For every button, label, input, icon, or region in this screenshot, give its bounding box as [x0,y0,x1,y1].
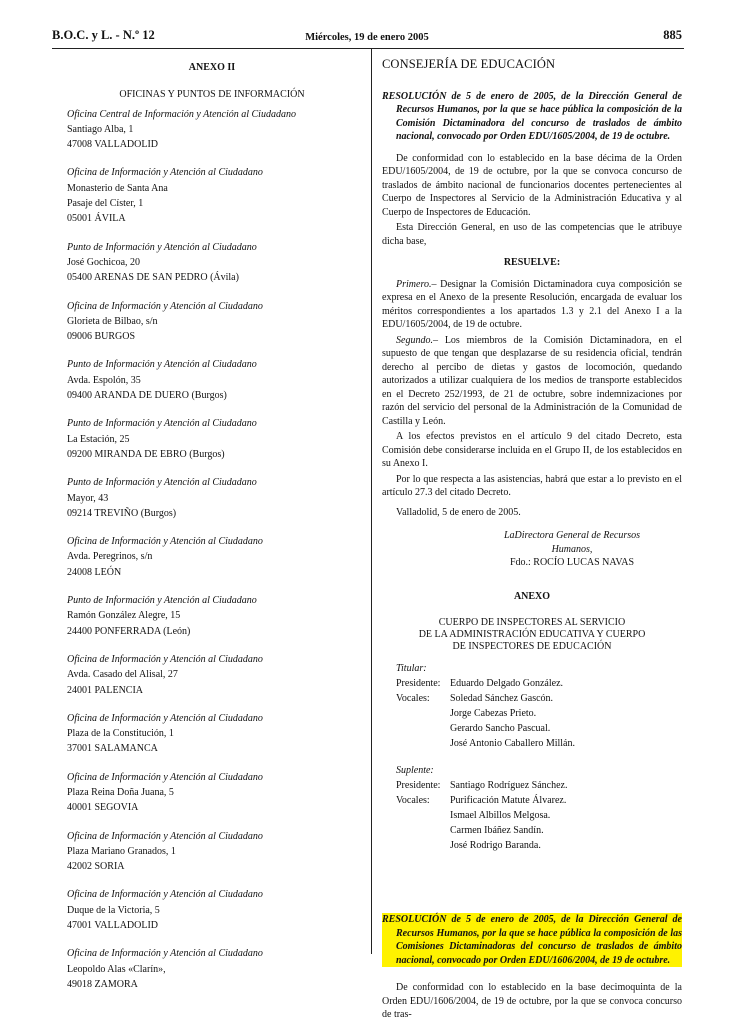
office-entry [67,887,357,933]
paragraph: Por lo que respecta a las asistencias, habrá que estar a lo previsto en el artículo 27.3 del citado Decreto. [382,473,682,498]
office-type: Oficina de Información y Atención al Ciudadano [67,712,263,724]
place-date: Valladolid, 5 de enero de 2005. [396,506,521,518]
office-type: Punto de Información y Atención al Ciudadano [67,418,257,430]
member-name: Purificación Matute Álvarez. [450,795,567,806]
office-type: Punto de Información y Atención al Ciudadano [67,477,257,489]
office-list [67,107,357,993]
office-entry [67,652,357,698]
office-type: Punto de Información y Atención al Ciudadano [67,359,257,371]
office-address-line: Ramón González Alegre, 15 [67,610,181,622]
member-name: Eduardo Delgado González. [450,678,564,689]
office-entry [67,711,357,757]
office-address-line: Mayor, 43 [67,492,109,504]
office-type: Oficina Central de Información y Atención al Ciudadano [67,108,296,120]
office-address-line: 09400 ARANDA DE DUERO (Burgos) [67,390,227,402]
office-address-line: Avda. Peregrinos, s/n [67,551,153,563]
member-name: José Antonio Caballero Millán. [450,738,575,749]
member-name: José Rodrigo Baranda. [450,840,541,851]
signer-title-1: LaDirectora General de Recursos [504,530,640,541]
office-type: Oficina de Información y Atención al Ciudadano [67,300,263,312]
member-name: Soledad Sánchez Gascón. [450,693,554,704]
office-address-line: 40001 SEGOVIA [67,802,139,814]
member-role [396,823,450,838]
member-row [396,808,682,823]
left-column [67,60,357,992]
header-page-number: 885 [663,28,682,42]
resolution-title-1: RESOLUCIÓN de 5 de enero de 2005, de la Dirección General de Recursos Humanos, por la que se hace pública la composición de la Comisión Dictaminadora del concurso de traslados de ámbito nacional, convocado por Orden EDU/1605/2004, de 19 de octubre. [382,90,682,142]
annex-title: ANEXO II [188,62,236,73]
office-address-line: Santiago Alba, 1 [67,123,134,135]
office-address-line: 09006 BURGOS [67,331,136,343]
segundo-text: Los miembros de la Comisión Dictaminadora, en el supuesto de que tengan que desplazarse de su residencia oficial, tendrán derecho al percibo de dietas y gastos de locomoción, quedando autorizados a utilizar cualquiera de los medios de transporte establecidos en el Decreto 252/1993, de 21 de octubre, sobre indemnizaciones por razón del servicio del personal de la Administración de la Comunidad de Castilla y León. [382,334,682,427]
suplente-label: Suplente: [396,765,434,776]
paragraph-primero [382,278,682,332]
member-role: Presidente: [396,780,441,791]
office-entry [67,240,357,286]
primero-label: Primero.– [396,278,437,290]
member-role [396,736,450,751]
office-entry [67,299,357,345]
office-address-line: José Gochicoa, 20 [67,256,141,268]
member-role [396,808,450,823]
office-type: Oficina de Información y Atención al Ciudadano [67,889,263,901]
signer-name: Fdo.: ROCÍO LUCAS NAVAS [509,557,635,568]
paragraph: Esta Dirección General, en uso de las competencias que le atribuye dicha base, [382,222,682,247]
office-address-line: 24008 LEÓN [67,566,122,578]
member-row [396,838,682,853]
member-name: Santiago Rodríguez Sánchez. [450,780,568,791]
office-address-line: Plaza Mariano Granados, 1 [67,845,176,857]
department-heading: CONSEJERÍA DE EDUCACIÓN [382,57,556,71]
member-row [396,793,682,808]
primero-text: Designar la Comisión Dictaminadora cuya composición se expresa en el Anexo de la presente Resolución, encargada de evaluar los méritos correspondientes a los apartados 1.3 y 2.1 del Anexo I a la EDU/1605/2004, de 19 de octubre. [382,278,682,330]
suplente-list [396,778,682,853]
tribunal [396,661,682,853]
member-row [396,676,682,691]
member-role [396,706,450,721]
office-entry [67,475,357,521]
office-address-line: 05400 ARENAS DE SAN PEDRO (Ávila) [67,272,239,284]
member-role: Vocales: [396,693,430,704]
header-rule [52,48,684,49]
column-divider [371,48,372,954]
office-address-line: Avda. Casado del Alisal, 27 [67,669,178,681]
member-name: Carmen Ibáñez Sandín. [450,825,544,836]
resolution-title-2: RESOLUCIÓN de 5 de enero de 2005, de la Dirección General de Recursos Humanos, por la que se hace pública la composición de las Comisiones Dictaminadoras del concurso de traslados de ámbito nacional, convocado por Orden EDU/1606/2004, de 19 de octubre. [382,914,682,966]
office-type: Oficina de Información y Atención al Ciudadano [67,536,263,548]
office-entry [67,357,357,403]
office-address-line: Plaza de la Constitución, 1 [67,728,174,740]
cuerpo-line: DE INSPECTORES DE EDUCACIÓN [452,641,612,652]
office-entry [67,107,357,153]
header-journal: B.O.C. y L. - N.º 12 [52,28,155,42]
office-address-line: 47001 VALLADOLID [67,920,159,932]
member-role [396,838,450,853]
office-address-line: Plaza Reina Doña Juana, 5 [67,786,174,798]
office-entry [67,593,357,639]
office-address-line: Avda. Espolón, 35 [67,374,141,386]
member-row [396,823,682,838]
office-address-line: Glorieta de Bilbao, s/n [67,315,158,327]
office-address-line: Monasterio de Santa Ana [67,182,168,194]
office-entry [67,165,357,226]
office-address-line: 37001 SALAMANCA [67,743,158,755]
member-row [396,706,682,721]
office-address-line: 09200 MIRANDA DE EBRO (Burgos) [67,448,225,460]
office-address-line: 24001 PALENCIA [67,684,144,696]
office-entry [67,770,357,816]
office-type: Oficina de Información y Atención al Ciudadano [67,771,263,783]
cuerpo-line: CUERPO DE INSPECTORES AL SERVICIO [438,617,626,628]
member-role [396,721,450,736]
office-address-line: 24400 PONFERRADA (León) [67,625,191,637]
member-name: Jorge Cabezas Prieto. [450,708,537,719]
signer-title-2: Humanos, [551,543,593,555]
titular-label: Titular: [396,663,427,674]
office-entry [67,829,357,875]
cuerpo-line: DE LA ADMINISTRACIÓN EDUCATIVA Y CUERPO [418,629,646,640]
office-address-line: 49018 ZAMORA [67,978,138,990]
paragraph: De conformidad con lo establecido en la base decimoquinta de la Orden EDU/1606/2004, de 19 de octubre, por la que se convoca concurso de tras- [382,982,682,1020]
member-name: Ismael Albillos Melgosa. [450,810,551,821]
office-type: Oficina de Información y Atención al Ciudadano [67,167,263,179]
annex-subtitle: OFICINAS Y PUNTOS DE INFORMACIÓN [119,89,305,101]
office-type: Oficina de Información y Atención al Ciudadano [67,830,263,842]
member-row [396,736,682,751]
office-address-line: 09214 TREVIÑO (Burgos) [67,507,177,519]
header-date: Miércoles, 19 de enero 2005 [305,32,429,43]
office-entry [67,946,357,992]
office-type: Oficina de Información y Atención al Ciudadano [67,653,263,665]
paragraph: A los efectos previstos en el artículo 9 del citado Decreto, esta Comisión debe considerarse incluida en el Grupo II, de los establecidos en su Anexo I. [382,431,682,469]
signature-block [462,529,682,570]
office-type: Punto de Información y Atención al Ciudadano [67,595,257,607]
anexo-heading: ANEXO [513,590,551,602]
office-address-line: Duque de la Victoria, 5 [67,904,160,916]
titular-list [396,676,682,751]
office-address-line: 05001 ÁVILA [67,213,126,225]
paragraph: De conformidad con lo establecido en la base décima de la Orden EDU/1605/2004, de 19 de octubre, por la que se convoca concurso de traslados de ámbito nacional de funcionarios docentes pertenecientes al Cuerpo de Inspectores al Servicio de la Administración Educativa y al Cuerpo de Inspectores de Educación. [382,152,682,218]
member-row [396,778,682,793]
member-name: Gerardo Sancho Pascual. [450,723,551,734]
office-entry [67,534,357,580]
member-row [396,691,682,706]
office-address-line: La Estación, 25 [67,433,130,445]
right-column [382,58,682,1024]
cuerpo-heading [382,617,682,653]
office-address-line: 47008 VALLADOLID [67,139,159,151]
member-row [396,721,682,736]
paragraph-segundo [382,334,682,429]
office-address-line: 42002 SORIA [67,861,125,873]
office-address-line: Pasaje del Císter, 1 [67,198,144,210]
segundo-label: Segundo.– [396,334,438,346]
office-entry [67,416,357,462]
office-type: Oficina de Información y Atención al Ciudadano [67,948,263,960]
resuelve-heading: RESUELVE: [503,257,561,268]
office-type: Punto de Información y Atención al Ciudadano [67,241,257,253]
office-address-line: Leopoldo Alas «Clarín», [67,963,166,975]
member-role: Presidente: [396,678,441,689]
member-role: Vocales: [396,795,430,806]
